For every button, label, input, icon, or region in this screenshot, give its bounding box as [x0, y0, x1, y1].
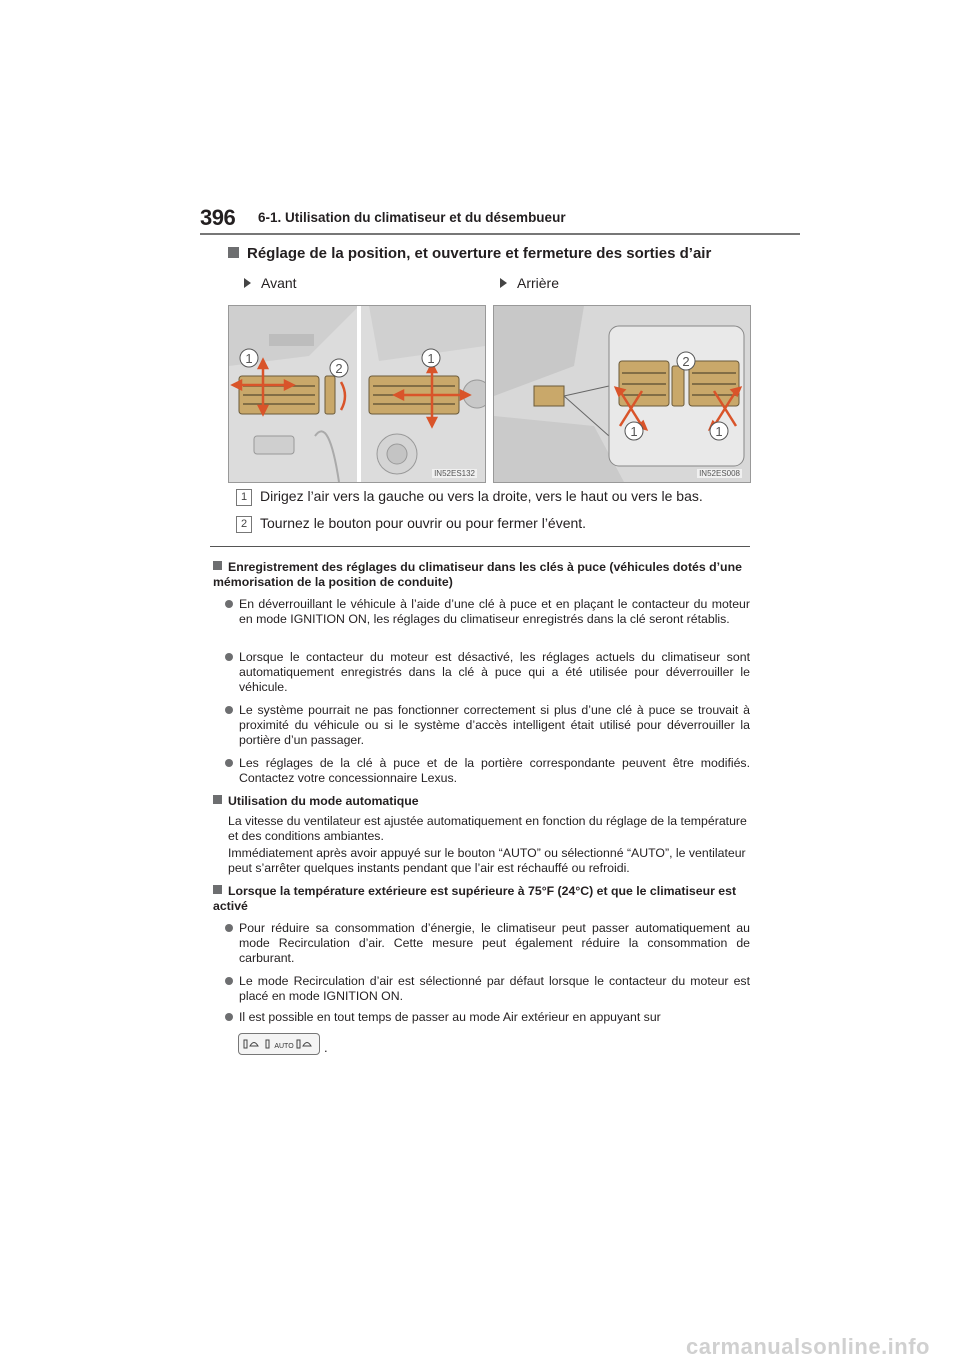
rear-vents-drawing — [494, 306, 750, 482]
ac-panel-label: AUTO — [274, 1043, 294, 1050]
bullet-dot-icon — [225, 706, 233, 714]
label-rear-text: Arrière — [517, 275, 560, 291]
note-auto-text-2: Immédiatement après avoir appuyé sur le bouton “AUTO” ou sélectionné “AUTO”, le ventilateur peut s’arrêter quelques instants pendant que l’air est réchauffé ou refroidi. — [228, 846, 746, 875]
front-vents-drawing — [229, 306, 485, 482]
bullet-text: Lorsque le contacteur du moteur est désactivé, les réglages actuels du climatiseur sont automatiquement enregistrés dans la clé à puce qui a été utilisée pour déverrouiller le véhicule. — [239, 650, 750, 694]
bullet-text: Il est possible en tout temps de passer au mode Air extérieur en appuyant sur — [239, 1010, 661, 1024]
note-temp-bullet-2 — [225, 974, 750, 1004]
ac-control-panel-icon — [238, 1033, 320, 1055]
label-rear — [500, 275, 559, 291]
note-memory-bullet-4 — [225, 756, 750, 786]
bullet-dot-icon — [225, 977, 233, 985]
front-figure-code: IN52ES132 — [434, 469, 475, 478]
square-bullet-icon — [213, 561, 222, 570]
header-rule — [200, 233, 800, 235]
bullet-text: Pour réduire sa consommation d’énergie, le climatiseur peut passer automatiquement au mode Recirculation d’air. Cette mesure peut également réduire la consommation de carburant. — [239, 921, 750, 965]
front-vents-illustration — [228, 305, 486, 483]
note-temp-heading — [213, 884, 753, 914]
bullet-dot-icon — [225, 1013, 233, 1021]
figure-heading — [228, 245, 711, 262]
footer-watermark: carmanualsonline.info — [686, 1334, 930, 1359]
bullet-dot-icon — [225, 600, 233, 608]
label-front-text: Avant — [261, 275, 297, 291]
svg-text:1: 1 — [245, 351, 253, 366]
bullet-text: Le mode Recirculation d’air est sélectionné par défaut lorsque le contacteur du moteur est placé en mode IGNITION ON. — [239, 974, 750, 1003]
svg-text:1: 1 — [715, 424, 723, 439]
bullet-text: Le système pourrait ne pas fonctionner correctement si plus d’une clé à puce se trouvait à proximité du véhicule ou si le système d’accès intelligent était utilisé pour déverrouiller la portière d’un passager. — [239, 703, 750, 747]
svg-text:1: 1 — [630, 424, 638, 439]
step-2 — [236, 515, 586, 533]
note-temp-heading-text: Lorsque la température extérieure est supérieure à 75°F (24°C) et que le climatiseur est activé — [213, 884, 737, 913]
section-separator — [210, 546, 750, 547]
label-front — [244, 275, 297, 291]
note-temp-bullet-1 — [225, 921, 750, 966]
section-title: 6-1. Utilisation du climatiseur et du désembueur — [258, 210, 566, 225]
rear-figure-code: IN52ES008 — [699, 469, 740, 478]
note-temp-bullet-3 — [225, 1010, 750, 1025]
note-auto-heading — [213, 794, 753, 809]
step-1-number: 1 — [236, 489, 252, 506]
step-1-text: Dirigez l’air vers la gauche ou vers la droite, vers le haut ou vers le bas. — [260, 488, 703, 504]
step-2-text: Tournez le bouton pour ouvrir ou pour fermer l’évent. — [260, 515, 587, 531]
svg-text:2: 2 — [682, 354, 690, 369]
bullet-text: En déverrouillant le véhicule à l’aide d’une clé à puce et en plaçant le contacteur du moteur en mode IGNITION ON, les réglages du climatiseur enregistrés dans la clé seront rétablis. — [239, 597, 750, 626]
note-auto-text-1: La vitesse du ventilateur est ajustée automatiquement en fonction du réglage de la température et des conditions ambiantes. — [228, 814, 747, 843]
trailing-period: . — [324, 1040, 328, 1055]
note-memory-bullet-3 — [225, 703, 750, 748]
triangle-bullet-icon — [500, 278, 507, 288]
step-1 — [236, 488, 703, 506]
svg-text:2: 2 — [335, 361, 343, 376]
square-bullet-icon — [213, 795, 222, 804]
figure-heading-text: Réglage de la position, et ouverture et fermeture des sorties d’air — [247, 245, 712, 262]
triangle-bullet-icon — [244, 278, 251, 288]
note-auto-heading-text: Utilisation du mode automatique — [228, 794, 419, 808]
note-memory-heading-text: Enregistrement des réglages du climatiseur dans les clés à puce (véhicules dotés d’une mémorisation de la position de conduite) — [213, 560, 742, 589]
bullet-dot-icon — [225, 759, 233, 767]
step-2-number: 2 — [236, 516, 252, 533]
bullet-dot-icon — [225, 653, 233, 661]
bullet-text: Les réglages de la clé à puce et de la portière correspondante peuvent être modifiés. Contactez votre concessionnaire Lexus. — [239, 756, 750, 785]
note-memory-heading — [213, 560, 753, 590]
note-memory-bullet-2 — [225, 650, 750, 695]
page-number: 396 — [200, 205, 236, 230]
square-bullet-icon — [228, 247, 239, 258]
bullet-dot-icon — [225, 924, 233, 932]
rear-vents-illustration — [493, 305, 751, 483]
svg-text:1: 1 — [427, 351, 435, 366]
square-bullet-icon — [213, 885, 222, 894]
note-memory-bullet-1 — [225, 597, 750, 627]
ac-panel-drawing — [239, 1034, 319, 1054]
